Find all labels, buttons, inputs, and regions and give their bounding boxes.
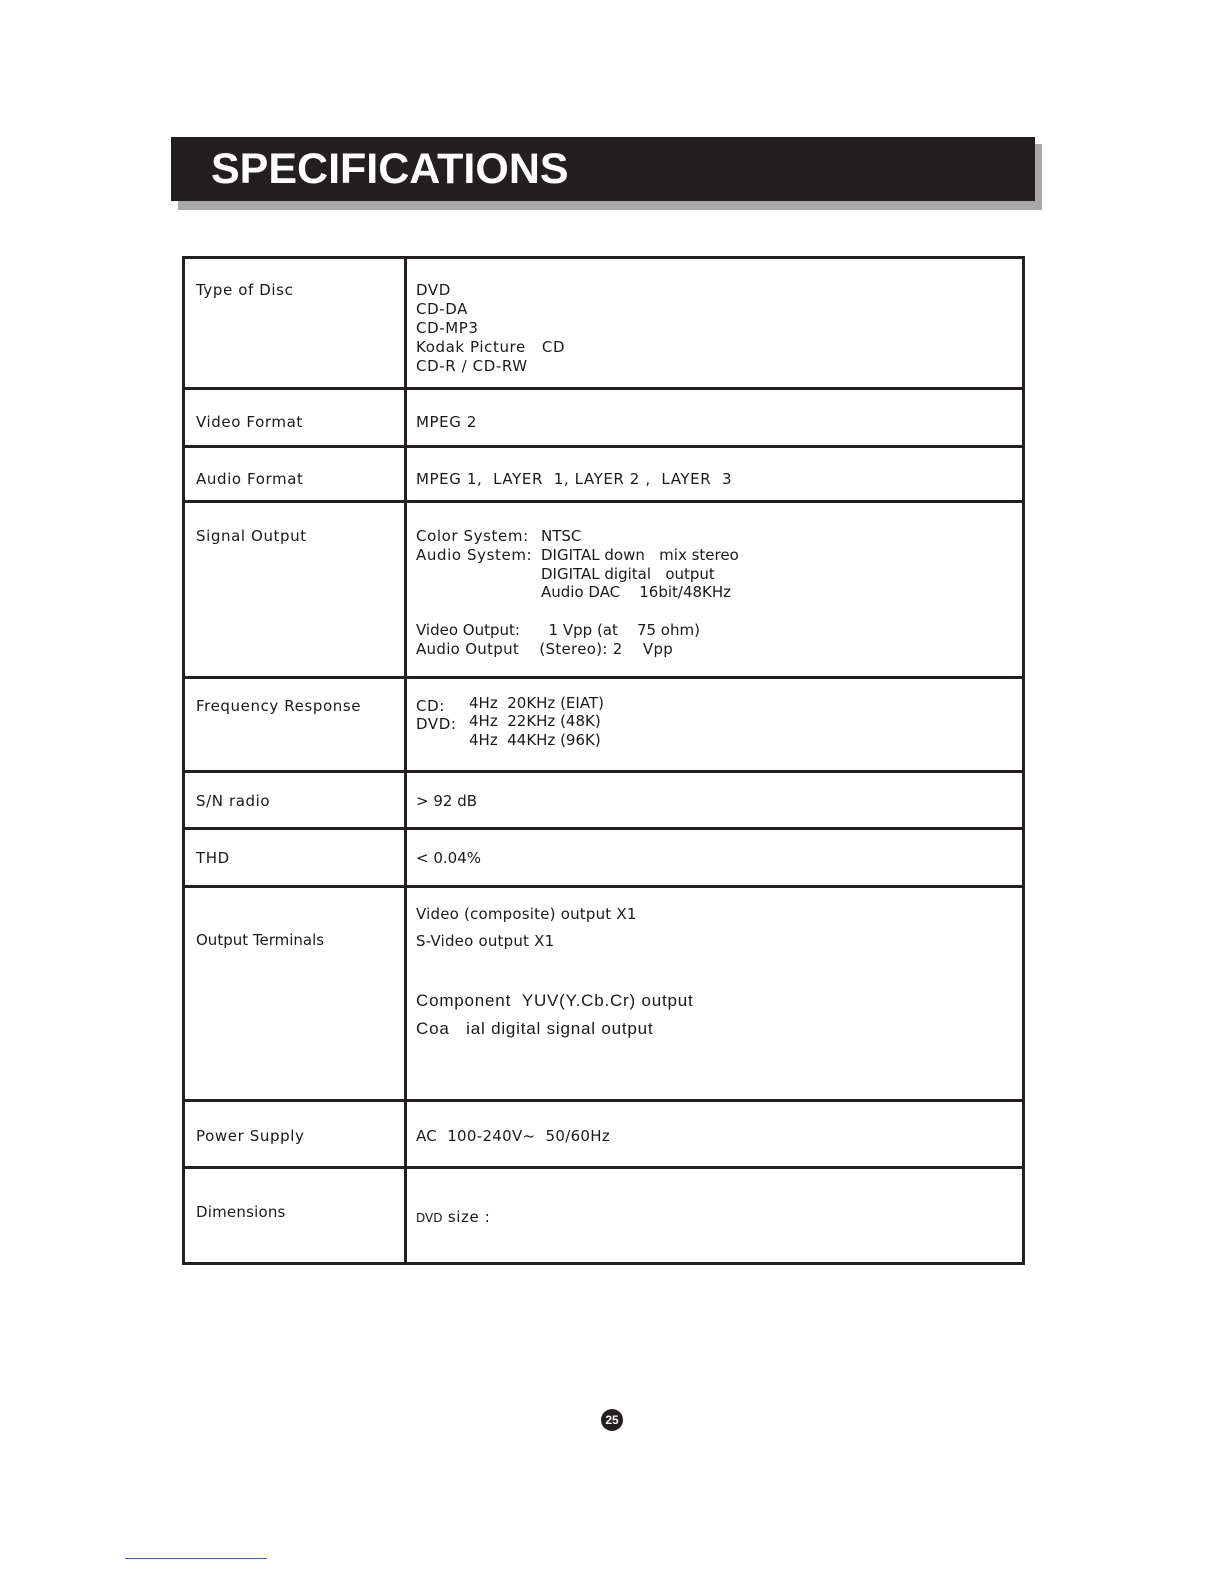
page-title: SPECIFICATIONS [211, 145, 569, 193]
label-signal-output: Signal Output [196, 527, 307, 545]
row-divider [185, 827, 1022, 830]
value-video-format: MPEG 2 [416, 413, 477, 431]
label-dimensions: Dimensions [196, 1203, 286, 1221]
row-divider [185, 387, 1022, 390]
video-output: Video Output: 1 Vpp (at 75 ohm) [416, 621, 700, 639]
frequency-response-block [416, 694, 816, 757]
value-disc-kodak: Kodak Picture CD [416, 338, 566, 356]
value-coaxial-digital: Coa ial digital signal output [416, 1019, 654, 1038]
column-divider [404, 259, 407, 1262]
row-divider [185, 1099, 1022, 1102]
dvd-value-96k: 4Hz 44KHz (96K) [469, 731, 601, 749]
row-divider [185, 770, 1022, 773]
audio-output: Audio Output (Stereo): 2 Vpp [416, 640, 674, 658]
signal-output-block [416, 527, 1006, 667]
dvd-value-48k: 4Hz 22KHz (48K) [469, 712, 601, 730]
row-divider [185, 885, 1022, 888]
audio-system-value-1: DIGITAL down mix stereo [541, 546, 739, 564]
label-power-supply: Power Supply [196, 1127, 305, 1145]
value-disc-cdda: CD-DA [416, 300, 468, 318]
label-output-terminals: Output Terminals [196, 931, 325, 949]
cd-value: 4Hz 20KHz (EIAT) [469, 694, 604, 712]
label-frequency-response: Frequency Response [196, 697, 362, 715]
label-type-of-disc: Type of Disc [196, 281, 294, 299]
value-component-yuv: Component YUV(Y.Cb.Cr) output [416, 991, 694, 1010]
footer-link-underline [125, 1558, 267, 1559]
row-divider [185, 1166, 1022, 1169]
audio-system-key: Audio System: [416, 546, 533, 564]
value-disc-cdmp3: CD-MP3 [416, 319, 479, 337]
value-video-composite: Video (composite) output X1 [416, 905, 637, 923]
value-thd: < 0.04% [416, 849, 481, 867]
color-system-key: Color System: [416, 527, 529, 545]
page-number-badge: 25 [601, 1409, 623, 1431]
title-banner [171, 137, 1035, 201]
row-divider [185, 445, 1022, 448]
cd-key: CD: [416, 697, 445, 715]
value-disc-dvd: DVD [416, 281, 451, 299]
row-divider [185, 500, 1022, 503]
label-video-format: Video Format [196, 413, 303, 431]
audio-system-value-2: DIGITAL digital output [541, 565, 715, 583]
color-system-value: NTSC [541, 527, 582, 545]
specifications-table [182, 256, 1025, 1265]
dimensions-dvd-prefix: DVD [416, 1211, 443, 1225]
audio-system-value-3: Audio DAC 16bit/48KHz [541, 583, 732, 601]
label-sn-ratio: S/N radio [196, 792, 271, 810]
value-dimensions [416, 1208, 490, 1228]
value-audio-format: MPEG 1, LAYER 1, LAYER 2 , LAYER 3 [416, 470, 733, 488]
row-divider [185, 676, 1022, 679]
value-power-supply: AC 100-240V~ 50/60Hz [416, 1127, 611, 1145]
label-thd: THD [196, 849, 230, 867]
dvd-key: DVD: [416, 715, 457, 733]
value-sn-ratio: > 92 dB [416, 792, 478, 810]
label-audio-format: Audio Format [196, 470, 304, 488]
value-disc-cdr: CD-R / CD-RW [416, 357, 528, 375]
value-s-video: S-Video output X1 [416, 932, 555, 950]
dimensions-size: size : [447, 1208, 491, 1226]
